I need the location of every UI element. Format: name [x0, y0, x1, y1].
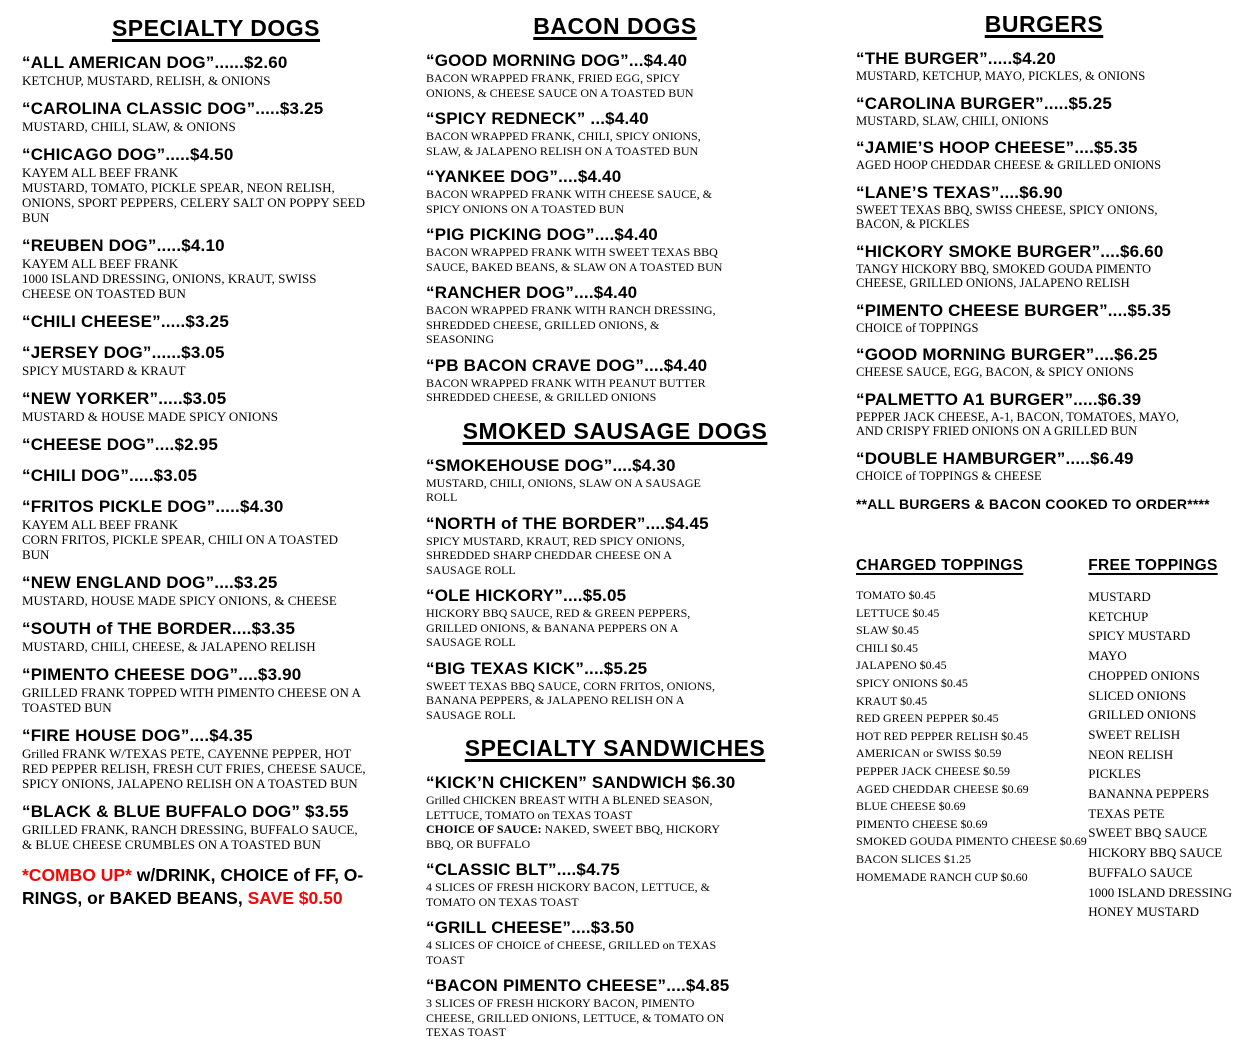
topping-item: SLICED ONIONS: [1088, 687, 1187, 703]
item-description: MUSTARD, TOMATO, PICKLE SPEAR, NEON RELISH, ONIONS, SPORT PEPPERS, CELERY SALT ON POPPY SEED BUN: [22, 180, 365, 225]
menu-item: [426, 455, 804, 505]
menu-item: [22, 235, 410, 301]
topping-item: RED GREEN PEPPER $0.45: [856, 711, 999, 726]
item-name-price: “THE BURGER”.....$4.20: [856, 49, 1056, 68]
menu-item: [426, 50, 804, 100]
item-name-price: “GRILL CHEESE”....$3.50: [426, 918, 635, 937]
item-description: BACON WRAPPED FRANK WITH CHEESE SAUCE, & SPICY ONIONS ON A TOASTED BUN: [426, 187, 712, 216]
item-name-price: “ALL AMERICAN DOG”......$2.60: [22, 53, 288, 72]
item-description: MUSTARD & HOUSE MADE SPICY ONIONS: [22, 409, 278, 424]
toppings-list-charged: [856, 557, 1088, 922]
item-name-price: “OLE HICKORY”....$5.05: [426, 586, 627, 605]
menu-item: [426, 772, 804, 851]
item-name-price: “CLASSIC BLT”....$4.75: [426, 860, 620, 879]
item-name-price: “NEW ENGLAND DOG”....$3.25: [22, 573, 278, 592]
item-description: Grilled FRANK W/TEXAS PETE, CAYENNE PEPPER, HOT RED PEPPER RELISH, FRESH CUT FRIES, CHEESE SAUCE, SPICY ONIONS, JALAPENO RELISH ON A TOASTED BUN: [22, 746, 366, 791]
menu-item: [426, 975, 804, 1040]
menu-item: [426, 355, 804, 405]
topping-item: BANANNA PEPPERS: [1088, 786, 1210, 802]
topping-item: LETTUCE $0.45: [856, 605, 940, 620]
item-description: MUSTARD, CHILI, SLAW, & ONIONS: [22, 119, 236, 134]
menu-item: [22, 801, 410, 852]
topping-item: HONEY MUSTARD: [1088, 904, 1200, 920]
combo-note: [22, 864, 370, 910]
topping-item: PEPPER JACK CHEESE $0.59: [856, 763, 1011, 778]
item-description: MUSTARD, KETCHUP, MAYO, PICKLES, & ONIONS: [856, 69, 1146, 83]
topping-item: SPICY MUSTARD: [1088, 628, 1191, 644]
item-description: AGED HOOP CHEDDAR CHEESE & GRILLED ONIONS: [856, 158, 1162, 172]
item-name-price: “KICK’N CHICKEN” SANDWICH $6.30: [426, 773, 736, 792]
item-description: CORN FRITOS, PICKLE SPEAR, CHILI ON A TOASTED BUN: [22, 532, 339, 562]
menu-item: [856, 344, 1232, 380]
item-name-price: “CHILI DOG”.....$3.05: [22, 466, 198, 485]
topping-item: MAYO: [1088, 648, 1127, 664]
item-name-price: “YANKEE DOG”....$4.40: [426, 167, 622, 186]
menu-item: [856, 48, 1232, 84]
item-name-price: “NORTH of THE BORDER”....$4.45: [426, 513, 709, 533]
topping-item: KRAUT $0.45: [856, 693, 928, 708]
topping-item: BUFFALO SAUCE: [1088, 864, 1193, 880]
item-name-price: “BACON PIMENTO CHEESE”....$4.85: [426, 976, 730, 995]
item-description: BACON WRAPPED FRANK WITH SWEET TEXAS BBQ SAUCE, BAKED BEANS, & SLAW ON A TOASTED BUN: [426, 245, 723, 274]
menu-item: [426, 166, 804, 216]
section-title-specialty-dogs: SPECIALTY DOGS: [111, 15, 321, 41]
item-name-price: “FRITOS PICKLE DOG”.....$4.30: [22, 497, 284, 516]
menu-item: [426, 859, 804, 909]
menu-item: [426, 585, 804, 650]
section-title-burgers: BURGERS: [984, 11, 1104, 37]
menu-item: [22, 98, 410, 134]
item-description: MUSTARD, CHILI, ONIONS, SLAW ON A SAUSAGE ROLL: [426, 475, 701, 504]
item-name-price: “FIRE HOUSE DOG”....$4.35: [22, 726, 253, 745]
menu-item: [22, 496, 410, 562]
menu-item: [22, 311, 410, 332]
menu-item: [22, 434, 410, 455]
note-part: *COMBO UP*: [22, 865, 137, 885]
item-name-price: “SMOKEHOUSE DOG”....$4.30: [426, 455, 676, 475]
menu-item: [22, 342, 410, 378]
section-title-specialty-sandwiches: SPECIALTY SANDWICHES: [464, 735, 766, 761]
item-name-price: “GOOD MORNING DOG”...$4.40: [426, 51, 688, 70]
item-name-price: “PB BACON CRAVE DOG”....$4.40: [426, 355, 708, 375]
menu-item: [426, 108, 804, 158]
item-description: BACON WRAPPED FRANK WITH RANCH DRESSING, SHREDDED CHEESE, GRILLED ONIONS, & SEASONING: [426, 303, 716, 346]
topping-item: GRILLED ONIONS: [1088, 707, 1197, 723]
item-name-price: “BIG TEXAS KICK”....$5.25: [426, 658, 648, 678]
menu-item: [856, 137, 1232, 173]
item-description: CHOICE of TOPPINGS & CHEESE: [856, 468, 1042, 483]
menu-item: [22, 618, 410, 654]
item-name-price: “PIMENTO CHEESE DOG”....$3.90: [22, 665, 302, 684]
item-description-label: CHOICE OF SAUCE:: [426, 822, 542, 836]
item-description: GRILLED FRANK TOPPED WITH PIMENTO CHEESE ON A TOASTED BUN: [22, 685, 361, 715]
item-name-price: “CHEESE DOG”....$2.95: [22, 435, 218, 454]
topping-item: AGED CHEDDAR CHEESE $0.69: [856, 781, 1029, 796]
item-description: MUSTARD, SLAW, CHILI, ONIONS: [856, 113, 1049, 128]
menu-item: [22, 664, 410, 715]
item-description: KAYEM ALL BEEF FRANK: [22, 256, 179, 271]
topping-item: CHILI $0.45: [856, 640, 918, 655]
item-description: BACON WRAPPED FRANK WITH PEANUT BUTTER SHREDDED CHEESE, & GRILLED ONIONS: [426, 375, 706, 404]
item-description: SPICY MUSTARD, KRAUT, RED SPICY ONIONS, SHREDDED SHARP CHEDDAR CHEESE ON A SAUSAGE ROLL: [426, 533, 685, 577]
item-name-price: “CHILI CHEESE”.....$3.25: [22, 312, 229, 331]
item-description: TANGY HICKORY BBQ, SMOKED GOUDA PIMENTO CHEESE, GRILLED ONIONS, JALAPENO RELISH: [856, 261, 1152, 290]
menu-column-center: [424, 0, 812, 1039]
menu-section-bacon-dogs: [426, 12, 804, 405]
menu-item: [856, 182, 1232, 232]
note-part: **ALL BURGERS & BACON COOKED TO ORDER****: [856, 496, 1210, 512]
item-name-price: “REUBEN DOG”.....$4.10: [22, 236, 225, 255]
item-name-price: “JERSEY DOG”......$3.05: [22, 343, 225, 362]
menu-item: [22, 725, 410, 791]
note-part: w/DRINK, CHOICE of FF, O-RINGS, or BAKED BEANS,: [22, 865, 364, 908]
toppings-area: [856, 557, 1232, 922]
item-description: GRILLED FRANK, RANCH DRESSING, BUFFALO SAUCE, & BLUE CHEESE CRUMBLES ON A TOASTED BUN: [22, 822, 358, 852]
menu-item: [856, 389, 1232, 439]
menu-section-specialty-dogs: [22, 14, 410, 852]
item-description: BACON WRAPPED FRANK, FRIED EGG, SPICY ONIONS, & CHEESE SAUCE ON A TOASTED BUN: [426, 71, 694, 100]
topping-item: HOT RED PEPPER RELISH $0.45: [856, 728, 1029, 743]
menu-item: [426, 282, 804, 347]
topping-item: 1000 ISLAND DRESSING: [1088, 884, 1232, 900]
topping-item: HICKORY BBQ SAUCE: [1088, 845, 1223, 861]
topping-item: HOMEMADE RANCH CUP $0.60: [856, 869, 1028, 884]
topping-item: SWEET BBQ SAUCE: [1088, 825, 1208, 841]
toppings-title-free: FREE TOPPINGS: [1088, 557, 1218, 574]
menu-item: [856, 93, 1232, 129]
item-name-price: “SPICY REDNECK” ...$4.40: [426, 109, 649, 128]
item-description: SPICY MUSTARD & KRAUT: [22, 363, 186, 378]
topping-item: TOMATO $0.45: [856, 588, 936, 602]
menu-item: [22, 465, 410, 486]
item-description: BACON WRAPPED FRANK, CHILI, SPICY ONIONS, SLAW, & JALAPENO RELISH ON A TOASTED BUN: [426, 129, 701, 158]
topping-item: KETCHUP: [1088, 608, 1149, 624]
menu-column-left: [0, 0, 424, 960]
menu-item: [22, 52, 410, 88]
item-name-price: “BLACK & BLUE BUFFALO DOG” $3.55: [22, 802, 349, 821]
menu-column-right: [812, 0, 1242, 960]
item-description-text: NAKED, SWEET BBQ, HICKORY BBQ, OR BUFFALO: [426, 822, 720, 851]
item-name-price: “PIMENTO CHEESE BURGER”....$5.35: [856, 300, 1171, 320]
note-part: SAVE $0.50: [247, 888, 343, 908]
menu-item: [856, 241, 1232, 291]
menu-item: [22, 572, 410, 608]
item-description: KETCHUP, MUSTARD, RELISH, & ONIONS: [22, 73, 271, 88]
menu-item: [856, 448, 1232, 484]
item-description: 4 SLICES OF FRESH HICKORY BACON, LETTUCE, & TOMATO ON TEXAS TOAST: [426, 880, 710, 909]
menu-section-burgers: [856, 10, 1232, 483]
item-name-price: “NEW YORKER”.....$3.05: [22, 389, 227, 408]
item-name-price: “PIG PICKING DOG”....$4.40: [426, 225, 658, 244]
menu-item: [426, 658, 804, 723]
topping-item: PIMENTO CHEESE $0.69: [856, 816, 988, 831]
item-description: KAYEM ALL BEEF FRANK: [22, 165, 179, 180]
item-name-price: “LANE’S TEXAS”....$6.90: [856, 182, 1063, 202]
section-title-bacon-dogs: BACON DOGS: [533, 13, 697, 39]
item-description: SWEET TEXAS BBQ SAUCE, CORN FRITOS, ONIONS, BANANA PEPPERS, & JALAPENO RELISH ON A SAUSAGE ROLL: [426, 678, 716, 722]
item-description: HICKORY BBQ SAUCE, RED & GREEN PEPPERS, GRILLED ONIONS, & BANANA PEPPERS ON A SAUSAGE ROLL: [426, 606, 691, 649]
item-name-price: “CAROLINA BURGER”.....$5.25: [856, 93, 1113, 113]
menu-item: [22, 144, 410, 225]
topping-item: TEXAS PETE: [1088, 805, 1165, 821]
item-description: [426, 822, 728, 851]
menu-item: [856, 300, 1232, 336]
topping-item: AMERICAN or SWISS $0.59: [856, 746, 1002, 761]
item-description: 4 SLICES OF CHOICE of CHEESE, GRILLED on TEXAS TOAST: [426, 938, 717, 967]
toppings-title-charged: CHARGED TOPPINGS: [856, 557, 1024, 574]
item-description: SWEET TEXAS BBQ, SWISS CHEESE, SPICY ONIONS, BACON, & PICKLES: [856, 202, 1158, 231]
item-name-price: “DOUBLE HAMBURGER”.....$6.49: [856, 448, 1134, 468]
toppings-list-free: [1088, 557, 1232, 922]
topping-item: SLAW $0.45: [856, 623, 919, 638]
item-name-price: “RANCHER DOG”....$4.40: [426, 283, 638, 302]
burgers-cooked-note: [856, 495, 1232, 513]
item-description: MUSTARD, HOUSE MADE SPICY ONIONS, & CHEESE: [22, 593, 337, 608]
topping-item: BLUE CHEESE $0.69: [856, 799, 966, 814]
item-name-price: “JAMIE’S HOOP CHEESE”....$5.35: [856, 138, 1138, 157]
item-description: KAYEM ALL BEEF FRANK: [22, 517, 179, 532]
item-description: CHOICE of TOPPINGS: [856, 320, 979, 335]
item-description: Grilled CHICKEN BREAST WITH A BLENED SEASON, LETTUCE, TOMATO on TEXAS TOAST: [426, 793, 713, 822]
section-title-smoked-sausage-dogs: SMOKED SAUSAGE DOGS: [462, 417, 768, 444]
menu-section-specialty-sandwiches: [426, 734, 804, 1040]
menu-item: [426, 513, 804, 578]
item-name-price: “PALMETTO A1 BURGER”.....$6.39: [856, 389, 1142, 409]
item-name-price: “GOOD MORNING BURGER”....$6.25: [856, 345, 1158, 364]
menu-section-smoked-sausage-dogs: [426, 417, 804, 723]
topping-item: SPICY ONIONS $0.45: [856, 675, 968, 690]
topping-item: BACON SLICES $1.25: [856, 851, 972, 866]
item-name-price: “SOUTH of THE BORDER....$3.35: [22, 619, 296, 638]
menu-item: [22, 388, 410, 424]
topping-item: CHOPPED ONIONS: [1088, 667, 1200, 683]
item-description: MUSTARD, CHILI, CHEESE, & JALAPENO RELISH: [22, 639, 316, 654]
item-description: CHEESE SAUCE, EGG, BACON, & SPICY ONIONS: [856, 365, 1134, 379]
menu-item: [426, 224, 804, 274]
item-name-price: “CAROLINA CLASSIC DOG”.....$3.25: [22, 99, 324, 118]
item-name-price: “CHICAGO DOG”.....$4.50: [22, 145, 234, 164]
topping-item: PICKLES: [1088, 766, 1141, 782]
topping-item: JALAPENO $0.45: [856, 658, 947, 673]
topping-item: NEON RELISH: [1088, 746, 1174, 762]
item-description: 1000 ISLAND DRESSING, ONIONS, KRAUT, SWISS CHEESE ON TOASTED BUN: [22, 271, 317, 301]
item-description: PEPPER JACK CHEESE, A-1, BACON, TOMATOES, MAYO, AND CRISPY FRIED ONIONS ON A GRILLED BUN: [856, 409, 1179, 438]
topping-item: MUSTARD: [1088, 589, 1151, 604]
item-name-price: “HICKORY SMOKE BURGER”....$6.60: [856, 241, 1164, 261]
item-description: 3 SLICES OF FRESH HICKORY BACON, PIMENTO CHEESE, GRILLED ONIONS, LETTUCE, & TOMATO ON TEXAS TOAST: [426, 996, 725, 1039]
topping-item: SMOKED GOUDA PIMENTO CHEESE $0.69: [856, 834, 1087, 849]
topping-item: SWEET RELISH: [1088, 726, 1181, 742]
